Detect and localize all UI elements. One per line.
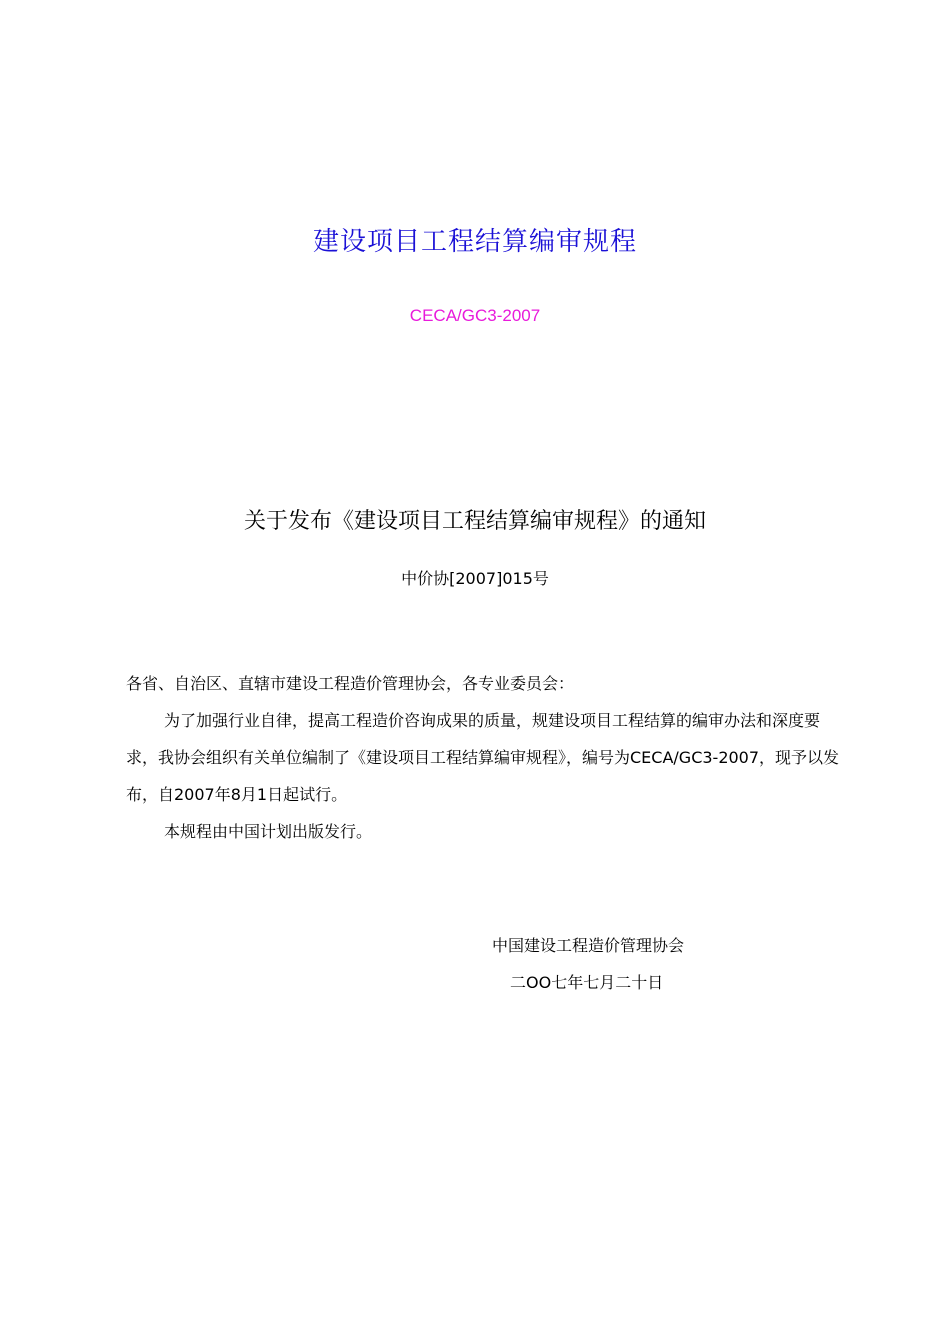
notice-number: 中价协[2007]015号 xyxy=(401,569,549,588)
signature-date: 二OO七年七月二十日 xyxy=(510,973,664,992)
notice-title: 关于发布《建设项目工程结算编审规程》的通知 xyxy=(243,509,706,534)
signature-organization: 中国建设工程造价管理协会 xyxy=(492,936,685,955)
document-title: 建设项目工程结算编审规程 xyxy=(312,227,637,257)
document-code: CECA/GC3-2007 xyxy=(409,306,541,325)
paragraph-announcement: 为了加强行业自律，提高工程造价咨询成果的质量，规建设项目工程结算的编审办法和深度要求，我协会组织有关单位编制了《建设项目工程结算编审规程》，编号为CECA/GC3-2007，现予以发布，自2007年8月1日起试行。 xyxy=(126,711,840,804)
salutation: 各省、自治区、直辖市建设工程造价管理协会，各专业委员会： xyxy=(126,674,575,693)
paragraph-publisher: 本规程由中国计划出版发行。 xyxy=(164,822,373,841)
